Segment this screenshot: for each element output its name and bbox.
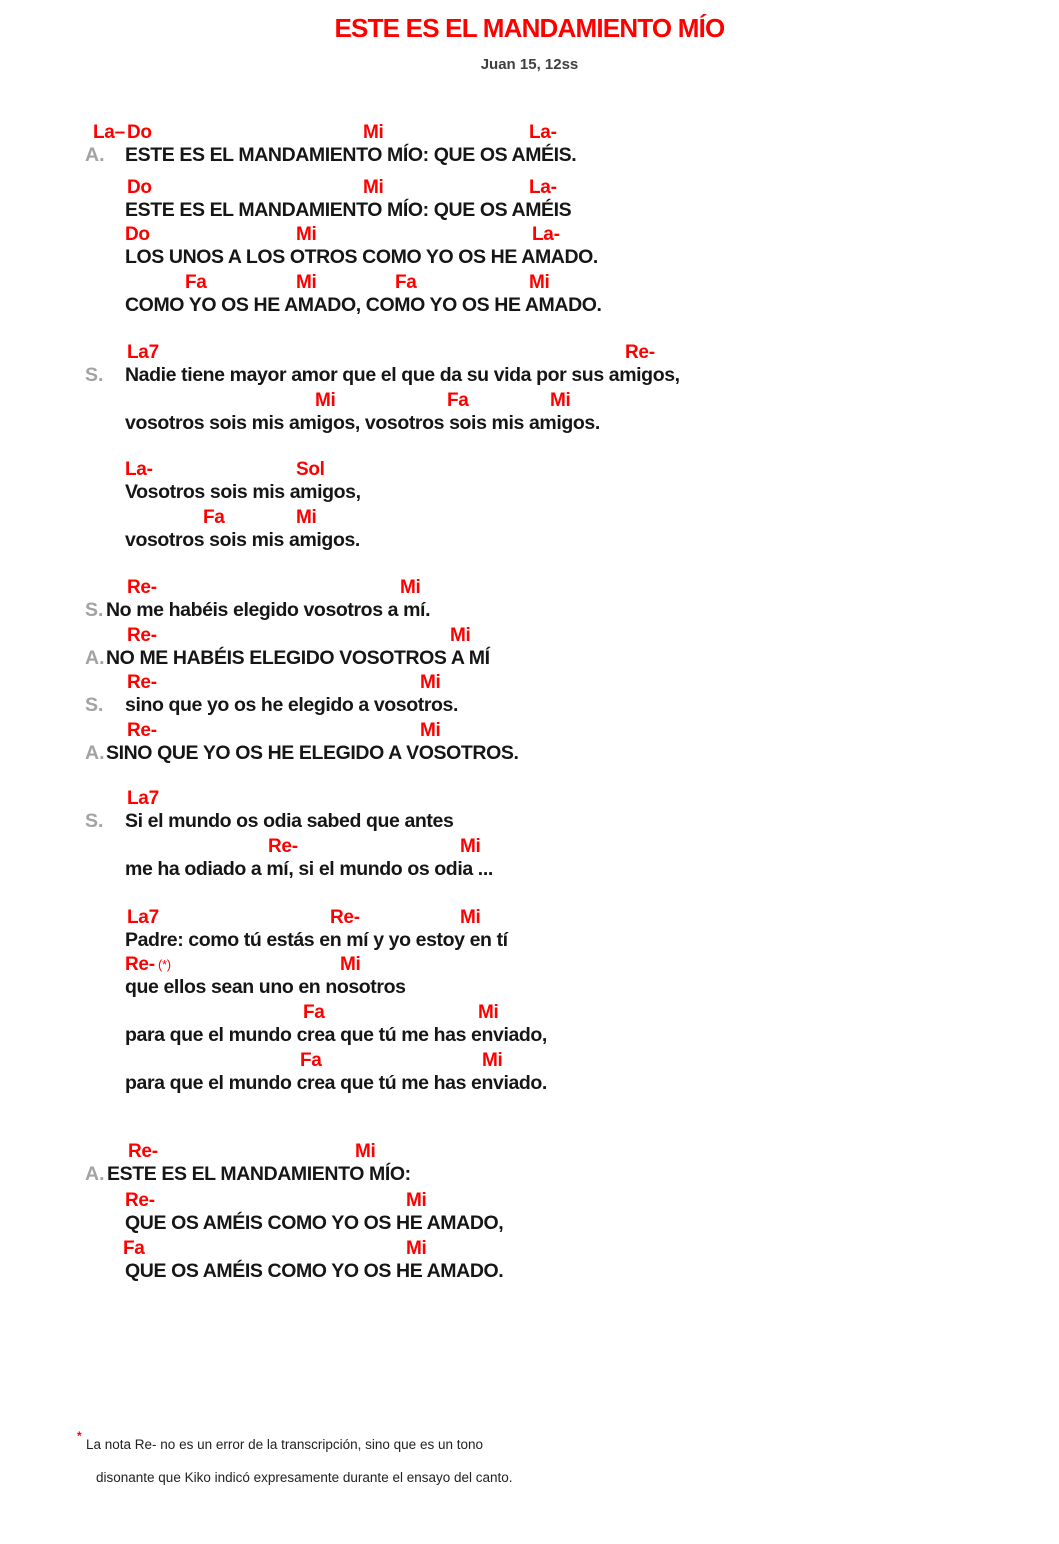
lyric-line: me ha odiado a mí, si el mundo os odia ...: [125, 858, 493, 880]
chord: Mi: [400, 577, 421, 598]
chord: Mi: [450, 625, 471, 646]
lyric-line: No me habéis elegido vosotros a mí.: [106, 599, 431, 621]
lyric-line: SINO QUE YO OS HE ELEGIDO A VOSOTROS.: [106, 742, 519, 764]
chord: La-: [532, 224, 560, 245]
chord: Re-: [127, 625, 157, 646]
lyric-line: para que el mundo crea que tú me has enviado,: [125, 1024, 547, 1046]
chord: Mi: [420, 720, 441, 741]
chord: La–: [93, 122, 125, 143]
chord: Mi: [355, 1141, 376, 1162]
song-line: [0, 1238, 1059, 1284]
chord: Do: [125, 224, 150, 245]
chord: Mi: [529, 272, 550, 293]
lyric-line: COMO YO OS HE AMADO, COMO YO OS HE AMADO.: [125, 294, 602, 316]
lyric-line: QUE OS AMÉIS COMO YO OS HE AMADO,: [125, 1212, 504, 1234]
lyric-line: LOS UNOS A LOS OTROS COMO YO OS HE AMADO.: [125, 246, 598, 268]
footnote-text-line2: disonante que Kiko indicó expresamente durante el ensayo del canto.: [96, 1470, 513, 1485]
song-line: [0, 224, 1059, 270]
song-title: ESTE ES EL MANDAMIENTO MÍO: [334, 13, 725, 43]
lyric-line: ESTE ES EL MANDAMIENTO MÍO: QUE OS AMÉIS.: [125, 144, 577, 166]
chord: La7: [127, 342, 159, 363]
lyric-line: QUE OS AMÉIS COMO YO OS HE AMADO.: [125, 1260, 504, 1282]
chord: Re-: [330, 907, 360, 928]
chord: Fa: [447, 390, 469, 411]
verse-label: S.: [85, 364, 104, 386]
chord: Sol: [296, 459, 325, 480]
chord: Mi: [550, 390, 571, 411]
verse-label: A.: [85, 144, 105, 166]
verse-label: A.: [85, 647, 105, 669]
chord: Mi: [482, 1050, 503, 1071]
chord: Mi: [315, 390, 336, 411]
lyric-line: Padre: como tú estás en mí y yo estoy en tí: [125, 929, 508, 951]
verse-label: A.: [85, 1163, 105, 1185]
song-line: [0, 954, 1059, 1000]
chord: Mi: [460, 907, 481, 928]
lyric-line: NO ME HABÉIS ELEGIDO VOSOTROS A MÍ: [106, 647, 490, 669]
chord: Re-: [127, 672, 157, 693]
lyric-line: ESTE ES EL MANDAMIENTO MÍO: QUE OS AMÉIS: [125, 199, 572, 221]
chord: Fa: [203, 507, 225, 528]
song-line: [0, 577, 1059, 623]
chord: Fa: [395, 272, 417, 293]
chord: La-: [125, 459, 153, 480]
verse-label: S.: [85, 810, 104, 832]
chord: La7: [127, 788, 159, 809]
verse-label: S.: [85, 694, 104, 716]
song-line: [0, 672, 1059, 718]
chord: Fa: [185, 272, 207, 293]
song-line: [0, 122, 1059, 168]
song-line: [0, 788, 1059, 834]
chord: Re-: [625, 342, 655, 363]
chord: La-: [529, 177, 557, 198]
chord: Fa: [303, 1002, 325, 1023]
chord: Do: [127, 122, 152, 143]
song-line: [0, 625, 1059, 671]
chord: Mi: [296, 507, 317, 528]
song-line: [0, 390, 1059, 436]
song-line: [0, 1190, 1059, 1236]
chord: Mi: [363, 177, 384, 198]
lyric-line: ESTE ES EL MANDAMIENTO MÍO:: [107, 1163, 411, 1185]
chord: Mi: [296, 272, 317, 293]
song-line: [0, 459, 1059, 505]
song-line: [0, 836, 1059, 882]
chord: Mi: [478, 1002, 499, 1023]
footnote-reference-marker: (*): [158, 957, 171, 972]
footnote-text-line1: La nota Re- no es un error de la transcripción, sino que es un tono: [86, 1437, 483, 1452]
chord: Re-: [125, 1190, 155, 1211]
chord: Fa: [123, 1238, 145, 1259]
song-line: [0, 177, 1059, 223]
chord: La-: [529, 122, 557, 143]
song-line: [0, 507, 1059, 553]
lyric-line: que ellos sean uno en nosotros: [125, 976, 406, 998]
chord: Mi: [340, 954, 361, 975]
song-line: [0, 1050, 1059, 1096]
chord: Re-: [125, 954, 155, 975]
lyric-line: vosotros sois mis amigos.: [125, 529, 360, 551]
chord: Mi: [406, 1238, 427, 1259]
chord: Mi: [420, 672, 441, 693]
chord: Mi: [406, 1190, 427, 1211]
scripture-reference: Juan 15, 12ss: [480, 56, 579, 73]
chord: Re-: [268, 836, 298, 857]
lyric-line: Nadie tiene mayor amor que el que da su vida por sus amigos,: [125, 364, 680, 386]
lyric-line: Vosotros sois mis amigos,: [125, 481, 361, 503]
song-line: [0, 907, 1059, 953]
footnote-marker: *: [77, 1429, 82, 1443]
lyric-line: vosotros sois mis amigos, vosotros sois mis amigos.: [125, 412, 600, 434]
lyric-line: sino que yo os he elegido a vosotros.: [125, 694, 459, 716]
lyric-line: Si el mundo os odia sabed que antes: [125, 810, 454, 832]
chord: La7: [127, 907, 159, 928]
chord: Do: [127, 177, 152, 198]
chord: Mi: [363, 122, 384, 143]
verse-label: S.: [85, 599, 104, 621]
chord: Re-: [127, 720, 157, 741]
song-line: [0, 720, 1059, 766]
lyric-line: para que el mundo crea que tú me has enviado.: [125, 1072, 547, 1094]
song-line: [0, 342, 1059, 388]
chord: Mi: [296, 224, 317, 245]
song-line: [0, 1002, 1059, 1048]
chord: Fa: [300, 1050, 322, 1071]
song-line: [0, 272, 1059, 318]
chord: Re-: [128, 1141, 158, 1162]
song-line: [0, 1141, 1059, 1187]
verse-label: A.: [85, 742, 105, 764]
chord: Re-: [127, 577, 157, 598]
chord: Mi: [460, 836, 481, 857]
